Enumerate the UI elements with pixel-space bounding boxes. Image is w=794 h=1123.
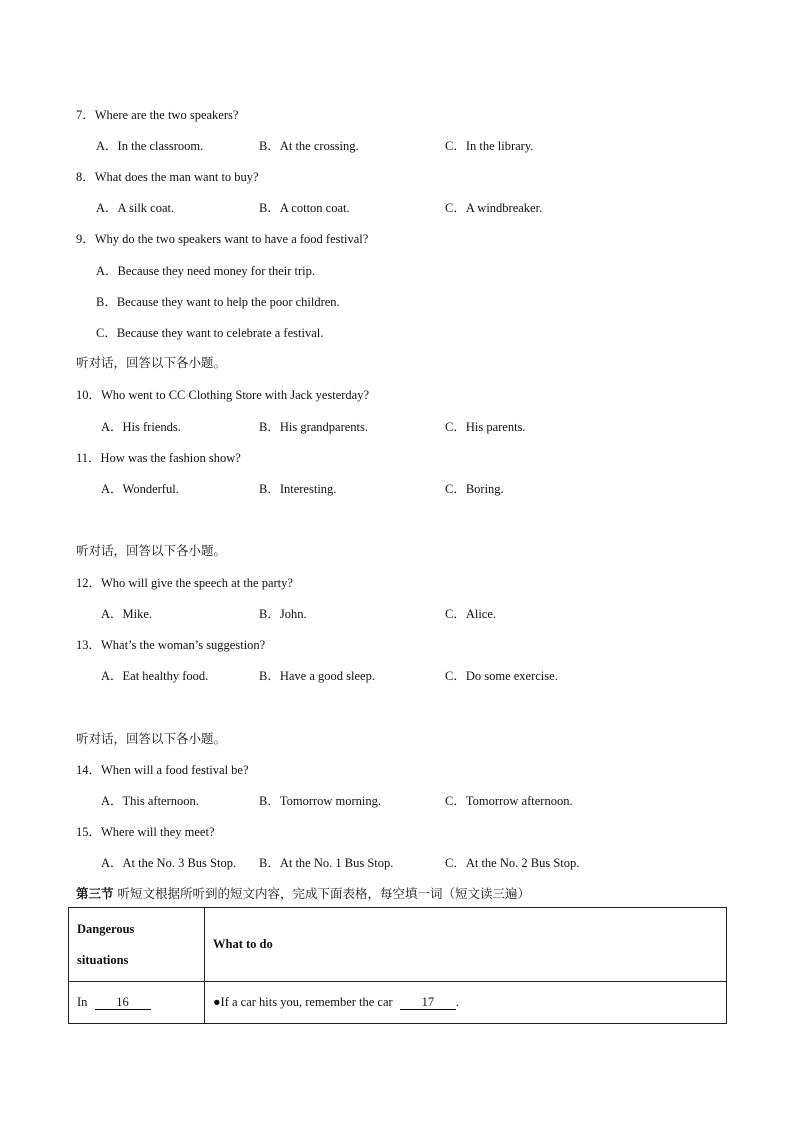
option-11c: C．Boring. [445,482,504,496]
option-7b: B．At the crossing. [259,139,359,153]
question-9: 9．Why do the two speakers want to have a food festival? [76,232,369,246]
option-7c: C．In the library. [445,139,534,153]
option-14b: B．Tomorrow morning. [259,794,382,808]
blank-17[interactable]: 17 [400,995,456,1010]
blank-16[interactable]: 16 [95,995,151,1010]
option-10c: C．His parents. [445,420,526,434]
question-14: 14．When will a food festival be? [76,763,249,777]
option-9a: A．Because they need money for their trip. [96,264,316,278]
option-10a: A．His friends. [101,420,181,434]
question-15: 15．Where will they meet? [76,825,215,839]
option-8b: B．A cotton coat. [259,201,350,215]
cell-action-period: . [455,995,459,1009]
option-8c: C．A windbreaker. [445,201,543,215]
question-8: 8．What does the man want to buy? [76,170,259,184]
option-8a: A．A silk coat. [96,201,175,215]
option-7a: A．In the classroom. [96,139,204,153]
option-9c: C．Because they want to celebrate a festival. [96,326,324,340]
cell-in-label: In [77,995,88,1009]
option-13b: B．Have a good sleep. [259,669,375,683]
option-13a: A．Eat healthy food. [101,669,209,683]
table-cell-action-1 [205,982,727,1024]
option-10b: B．His grandparents. [259,420,369,434]
option-15c: C．At the No. 2 Bus Stop. [445,856,580,870]
option-14a: A．This afternoon. [101,794,199,808]
option-12c: C．Alice. [445,607,497,621]
option-14c: C．Tomorrow afternoon. [445,794,573,808]
group-heading-1: 听对话，回答以下各小题。 [76,355,227,370]
section-3-instruction: 听短文根据所听到的短文内容，完成下面表格，每空填一词（短文读三遍） [117,886,531,901]
header-right: What to do [213,937,273,951]
question-11: 11．How was the fashion show? [76,451,241,465]
header-left-line1: Dangerous [77,921,135,936]
question-12: 12．Who will give the speech at the party? [76,576,293,590]
group-heading-3: 听对话，回答以下各小题。 [76,731,227,746]
question-7: 7．Where are the two speakers? [76,108,239,122]
option-15b: B．At the No. 1 Bus Stop. [259,856,394,870]
option-13c: C．Do some exercise. [445,669,558,683]
table-cell-situation-1 [69,982,205,1024]
header-left-line2: situations [77,952,129,967]
section-3-heading [76,884,530,902]
option-11a: A．Wonderful. [101,482,179,496]
situations-table [68,907,727,1024]
option-9b: B．Because they want to help the poor children. [96,295,340,309]
question-10: 10．Who went to CC Clothing Store with Jack yesterday? [76,388,370,402]
cell-action-text: ●If a car hits you, remember the car [213,995,393,1009]
option-11b: B．Interesting. [259,482,337,496]
question-13: 13．What’s the woman’s suggestion? [76,638,266,652]
group-heading-2: 听对话，回答以下各小题。 [76,543,227,558]
table-header-situations [69,908,205,982]
section-3-title: 第三节 [76,886,114,901]
table-header-what-to-do [205,908,727,982]
option-12b: B．John. [259,607,307,621]
option-12a: A．Mike. [101,607,153,621]
option-15a: A．At the No. 3 Bus Stop. [101,856,237,870]
